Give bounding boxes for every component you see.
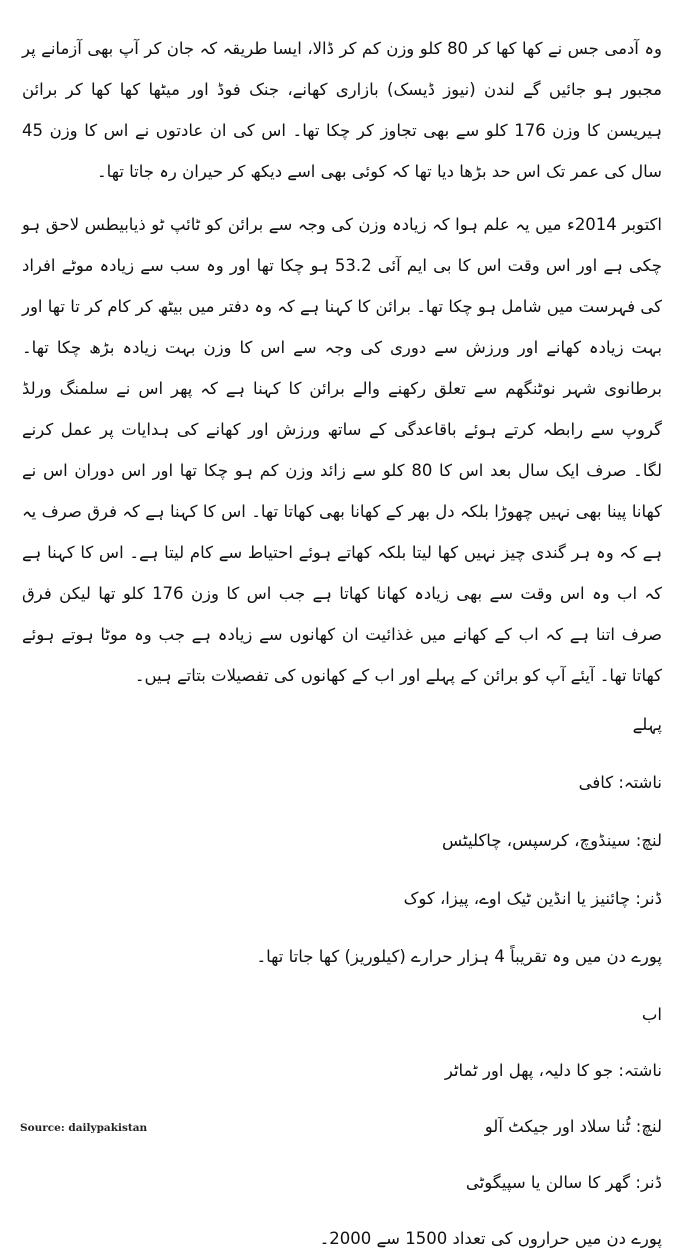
story-paragraph: اکتوبر 2014ء میں یہ علم ہوا کہ زیادہ وزن کی وجہ سے برائن کو ٹائپ ٹو ذیابیطس لاحق ہو چکی ہے اور اس وقت اس کا بی ایم آئی 53.2 ہو چکا تھا اور وہ سب سے زیادہ موٹے افراد کی فہرست میں شامل ہو چکا تھا۔ برائن کا کہنا ہے کہ وہ دفتر میں بیٹھ کر کام کر تا تھا اور بہت زیادہ کھانے اور ورزش سے دوری کی وجہ سے اس کا وزن بہت زیادہ بڑھ چکا تھا۔ برطانوی شہر نوٹنگھم سے تعلق رکھنے والے برائن کا کہنا ہے کہ پھر اس نے سلمنگ ورلڈ گروپ سے رابطہ کرتے ہوئے باقاعدگی کے ساتھ ورزش اور کھانے کی ہدایات پر عمل کرنے لگا۔ صرف ایک سال بعد اس کا 80 کلو سے زائد وزن کم ہو چکا تھا اور اس دوران اس نے کھانا پینا بھی نہیں چھوڑا بلکہ دل بھر کے کھانا بھی کھاتا تھا۔ اس کا کہنا ہے کہ فرق صرف یہ ہے کہ وہ ہر گندی چیز نہیں کھا لیتا بلکہ کھاتے ہوئے احتیاط سے کام لیتا ہے۔ اس کا کہنا ہے کہ اب وہ اس وقت سے بھی زیادہ کھانا کھاتا ہے جب اس کا وزن 176 کلو تھا لیکن فرق صرف اتنا ہے کہ اب کے کھانے میں غذائیت ان کھانوں سے زیادہ ہے جب وہ موٹا ہوتے ہوئے کھاتا تھا۔ آیئے آپ کو برائن کے پہلے اور اب کے کھانوں کی تفصیلات بتاتے ہیں۔ xyxy=(22,215,663,685)
source-credit: Source: dailypakistan xyxy=(20,1122,148,1134)
after-heading: اب xyxy=(641,1005,662,1024)
after-lunch: لنچ: ٹُنا سلاد اور جیکٹ آلو xyxy=(484,1117,662,1136)
after-breakfast: ناشتہ: جو کا دلیہ، پھل اور ٹماٹر xyxy=(444,1061,662,1080)
before-lunch: لنچ: سینڈوچ، کرسپس، چاکلیٹس xyxy=(441,831,662,850)
before-heading: پہلے xyxy=(632,715,662,734)
intro-paragraph: وہ آدمی جس نے کھا کھا کر 80 کلو وزن کم کر ڈالا، ایسا طریقہ کہ جان کر آپ بھی آزمانے پر مجبور ہو جائیں گے لندن (نیوز ڈیسک) بازاری کھانے، جنک فوڈ اور میٹھا کھا کھا کر برائن ہیریسن کا وزن 176 کلو سے بھی تجاوز کر چکا تھا۔ اس کی ان عادتوں نے اس کا وزن 45 سال کی عمر تک اس حد بڑھا دیا تھا کہ کوئی بھی اسے دیکھ کر حیران رہ جاتا تھا۔ xyxy=(22,39,663,181)
before-dinner: ڈنر: چائنیز یا انڈین ٹیک اوے، پیزا، کوک xyxy=(403,889,662,908)
after-total: پورے دن میں حراروں کی تعداد 1500 سے 2000۔ xyxy=(319,1229,662,1248)
before-section xyxy=(22,712,662,970)
after-dinner: ڈنر: گھر کا سالن یا سپیگوٹی xyxy=(465,1173,662,1192)
before-breakfast: ناشتہ: کافی xyxy=(578,773,662,792)
before-total: پورے دن میں وہ تقریباً 4 ہزار حرارے (کیلوریز) کھا جاتا تھا۔ xyxy=(256,947,662,966)
